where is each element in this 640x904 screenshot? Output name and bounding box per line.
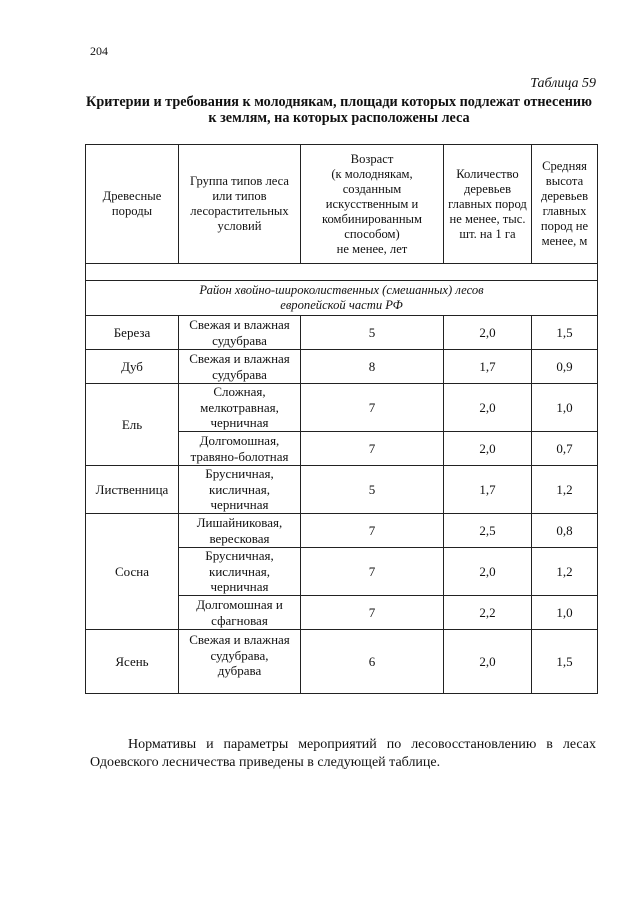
count-cell: 2,0	[444, 316, 532, 350]
age-cell: 7	[301, 384, 444, 432]
forest-type-cell: Долгомошная и сфагновая	[179, 596, 301, 630]
species-cell: Береза	[86, 316, 179, 350]
header-average-height: Средняя высота деревьев главных пород не менее, м	[532, 145, 598, 264]
age-cell: 6	[301, 630, 444, 694]
age-cell: 7	[301, 514, 444, 548]
height-cell: 1,5	[532, 316, 598, 350]
table-row	[86, 630, 598, 694]
count-cell: 2,0	[444, 630, 532, 694]
species-cell: Сосна	[86, 514, 179, 630]
height-cell: 1,5	[532, 630, 598, 694]
page-number: 204	[90, 44, 108, 58]
height-cell: 1,2	[532, 548, 598, 596]
header-age: Возраст (к молоднякам, созданным искусственным и комбинированным способом) не менее, лет	[301, 145, 444, 264]
table-row	[86, 384, 598, 432]
table-title: Критерии и требования к молоднякам, площади которых подлежат отнесению к землям, на которых расположены леса	[86, 94, 592, 126]
species-cell: Ель	[86, 384, 179, 466]
header-tree-count: Количество деревьев главных пород не менее, тыс. шт. на 1 га	[444, 145, 532, 264]
count-cell: 1,7	[444, 350, 532, 384]
body-paragraph: Нормативы и параметры мероприятий по лесовосстановлению в лесах Одоевского лесничества приведены в следующей таблице.	[90, 737, 596, 770]
forest-type-cell: Лишайниковая, вересковая	[179, 514, 301, 548]
forest-type-cell: Свежая и влажная судубрава	[179, 350, 301, 384]
age-cell: 5	[301, 466, 444, 514]
height-cell: 1,2	[532, 466, 598, 514]
age-cell: 7	[301, 596, 444, 630]
height-cell: 1,0	[532, 596, 598, 630]
height-cell: 1,0	[532, 384, 598, 432]
blank-row	[86, 264, 598, 281]
species-cell: Лиственница	[86, 466, 179, 514]
table-row	[86, 316, 598, 350]
table-row	[86, 350, 598, 384]
age-cell: 5	[301, 316, 444, 350]
height-cell: 0,7	[532, 432, 598, 466]
header-row	[86, 145, 598, 264]
forest-type-cell: Брусничная, кисличная, черничная	[179, 466, 301, 514]
forest-type-cell: Брусничная, кисличная, черничная	[179, 548, 301, 596]
count-cell: 2,0	[444, 384, 532, 432]
count-cell: 2,5	[444, 514, 532, 548]
age-cell: 7	[301, 548, 444, 596]
count-cell: 2,0	[444, 432, 532, 466]
table-row	[86, 514, 598, 548]
forest-type-cell: Сложная, мелкотравная, черничная	[179, 384, 301, 432]
table-row	[86, 466, 598, 514]
count-cell: 2,0	[444, 548, 532, 596]
forest-type-cell: Долгомошная, травяно-болотная	[179, 432, 301, 466]
forest-type-cell: Свежая и влажная судубрава, дубрава	[179, 630, 301, 694]
forest-type-cell: Свежая и влажная судубрава	[179, 316, 301, 350]
region-cell: Район хвойно-широколиственных (смешанных) лесов европейской части РФ	[86, 281, 598, 316]
age-cell: 8	[301, 350, 444, 384]
criteria-table	[85, 144, 598, 694]
species-cell: Дуб	[86, 350, 179, 384]
count-cell: 1,7	[444, 466, 532, 514]
region-row	[86, 281, 598, 316]
height-cell: 0,8	[532, 514, 598, 548]
table-label: Таблица 59	[530, 76, 596, 91]
header-forest-type: Группа типов леса или типов лесорастительных условий	[179, 145, 301, 264]
header-species: Древесные породы	[86, 145, 179, 264]
count-cell: 2,2	[444, 596, 532, 630]
age-cell: 7	[301, 432, 444, 466]
height-cell: 0,9	[532, 350, 598, 384]
species-cell: Ясень	[86, 630, 179, 694]
